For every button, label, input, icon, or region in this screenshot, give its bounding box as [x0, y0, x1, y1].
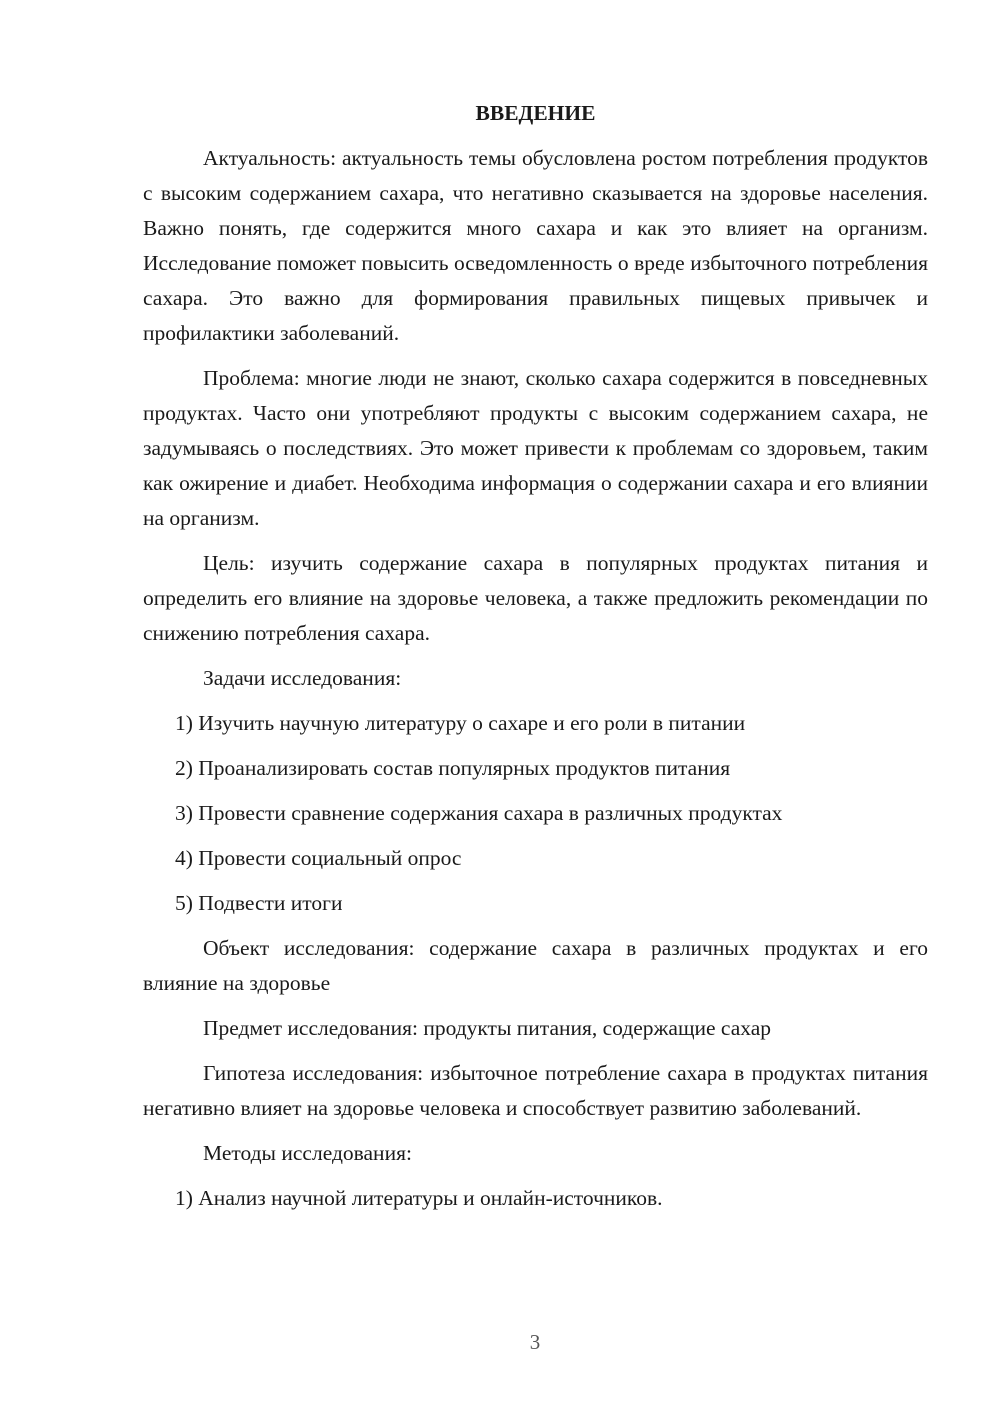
- subject-paragraph: Предмет исследования: продукты питания, содержащие сахар: [203, 1016, 772, 1040]
- task-item-4: 4) Провести социальный опрос: [175, 846, 462, 870]
- task-item-1: 1) Изучить научную литературу о сахаре и его роли в питании: [175, 711, 746, 735]
- page-title: ВВЕДЕНИЕ: [475, 101, 596, 125]
- page-number: 3: [529, 1330, 541, 1354]
- tasks-heading: Задачи исследования:: [203, 666, 402, 690]
- task-item-3: 3) Провести сравнение содержания сахара в различных продуктах: [175, 801, 783, 825]
- page-content: [143, 96, 928, 1226]
- problem-paragraph: Проблема: многие люди не знают, сколько сахара содержится в повседневных продуктах. Часто они употребляют продукты с высоким содержанием сахара, не задумываясь о последствиях. Это может привести к проблемам со здоровьем, таким как ожирение и диабет. Необходима информация о содержании сахара и его влиянии на организм.: [143, 366, 928, 530]
- methods-heading: Методы исследования:: [203, 1141, 412, 1165]
- hypothesis-paragraph: Гипотеза исследования: избыточное потребление сахара в продуктах питания негативно влияет на здоровье человека и способствует развитию заболеваний.: [143, 1061, 928, 1120]
- task-item-2: 2) Проанализировать состав популярных продуктов питания: [175, 756, 731, 780]
- relevance-paragraph: Актуальность: актуальность темы обусловлена ростом потребления продуктов с высоким содержанием сахара, что негативно сказывается на здоровье населения. Важно понять, где содержится много сахара и как это влияет на организм. Исследование поможет повысить осведомленность о вреде избыточного потребления сахара. Это важно для формирования правильных пищевых привычек и профилактики заболеваний.: [143, 146, 928, 345]
- task-item-5: 5) Подвести итоги: [175, 891, 343, 915]
- object-paragraph: Объект исследования: содержание сахара в различных продуктах и его влияние на здоровье: [143, 936, 928, 995]
- goal-paragraph: Цель: изучить содержание сахара в популярных продуктах питания и определить его влияние на здоровье человека, а также предложить рекомендации по снижению потребления сахара.: [143, 551, 928, 645]
- method-item-1: 1) Анализ научной литературы и онлайн-источников.: [175, 1186, 663, 1210]
